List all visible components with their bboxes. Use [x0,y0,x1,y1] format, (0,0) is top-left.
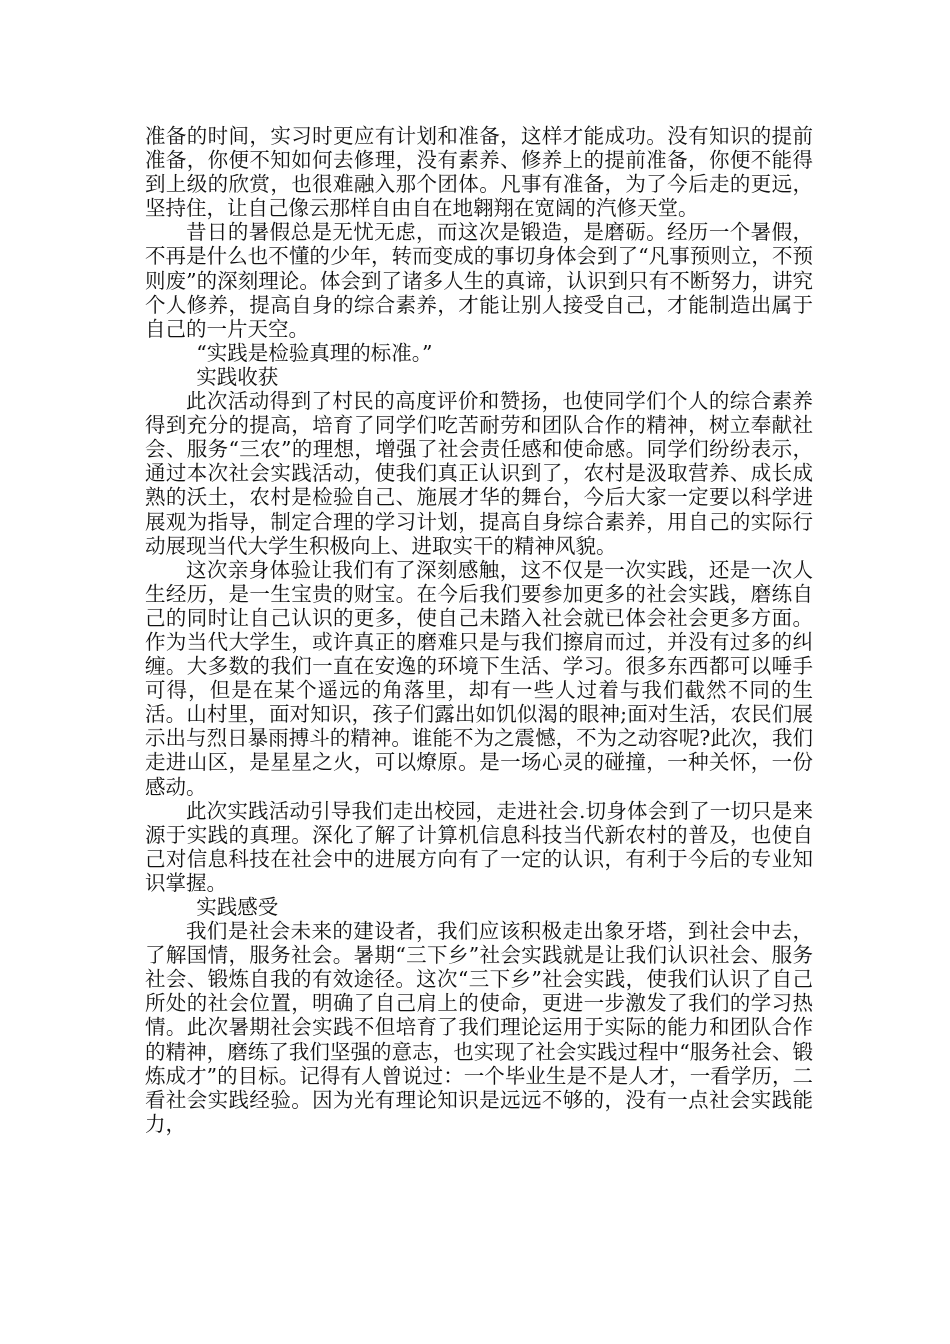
section-heading-harvest: 实践收获 [196,364,279,389]
quote-line: “实践是检验真理的标准。” [196,340,433,365]
paragraph-personal-experience: 这次亲身体验让我们有了深刻感触，这不仅是一次实践，还是一次人生经历，是一生宝贵的财宝。在今后我们要参加更多的社会实践，磨练自己的同时让自己认识的更多，使自己未踏入社会就已体会社会更多方面。作为当代大学生，或许真正的磨难只是与我们擦肩而过，并没有过多的纠缠。大多数的我们一直在安逸的环境下生活、学习。很多东西都可以唾手可得，但是在某个遥远的角落里，却有一些人过着与我们截然不同的生活。山村里，面对知识，孩子们露出如饥似渴的眼神;面对生活，农民们展示出与烈日暴雨搏斗的精神。谁能不为之震憾，不为之动容呢?此次，我们走进山区，是星星之火，可以燎原。是一场心灵的碰撞，一种关怀，一份感动。 [145,557,813,799]
section-heading-feelings: 实践感受 [196,895,279,919]
document-page [145,124,813,1136]
paragraph-future-builders: 我们是社会未来的建设者，我们应该积极走出象牙塔，到社会中去，了解国情，服务社会。暑期“三下乡”社会实践就是让我们认识社会、服务社会、锻炼自我的有效途径。这次“三下乡”社会实践，使我们认识了自己所处的社会位置，明确了自己肩上的使命，更进一步激发了我们的学习热情。此次暑期社会实践不但培育了我们理论运用于实际的能力和团队合作的精神，磨练了我们坚强的意志，也实现了社会实践过程中“服务社会、锻炼成才”的目标。记得有人曾说过：一个毕业生是不是人才，一看学历，二看社会实践经验。因为光有理论知识是远远不够的，没有一点社会实践能力， [145,919,813,1136]
paragraph-practice-guidance: 此次实践活动引导我们走出校园，走进社会.切身体会到了一切只是来源于实践的真理。深化了解了计算机信息科技当代新农村的普及，也使自己对信息科技在社会中的进展方向有了一定的认识，有利于今后的专业知识掌握。 [145,798,813,895]
paragraph-summer-reflection: 昔日的暑假总是无忧无虑，而这次是锻造，是磨砺。经历一个暑假，不再是什么也不懂的少年，转而变成的事切身体会到了“凡事预则立，不预则废”的深刻理论。体会到了诸多人生的真谛，认识到只有不断努力，讲究个人修养，提高自身的综合素养，才能让别人接受自己，才能制造出属于自己的一片天空。 [145,220,813,341]
paragraph-continued: 准备的时间，实习时更应有计划和准备，这样才能成功。没有知识的提前准备，你便不知如何去修理，没有素养、修养上的提前准备，你便不能得到上级的欣赏，也很难融入那个团体。凡事有准备，为了今后走的更远，坚持住，让自己像云那样自由自在地翱翔在宽阔的汽修天堂。 [145,124,813,221]
paragraph-activity-evaluation: 此次活动得到了村民的高度评价和赞扬，也使同学们个人的综合素养得到充分的提高，培育了同学们吃苦耐劳和团队合作的精神，树立奉献社会、服务“三农”的理想，增强了社会责任感和使命感。同学们纷纷表示，通过本次社会实践活动，使我们真正认识到了，农村是汲取营养、成长成熟的沃土，农村是检验自己、施展才华的舞台，今后大家一定要以科学进展观为指导，制定合理的学习计划，提高自身综合素养，用自己的实际行动展现当代大学生积极向上、进取实干的精神风貌。 [145,389,813,558]
